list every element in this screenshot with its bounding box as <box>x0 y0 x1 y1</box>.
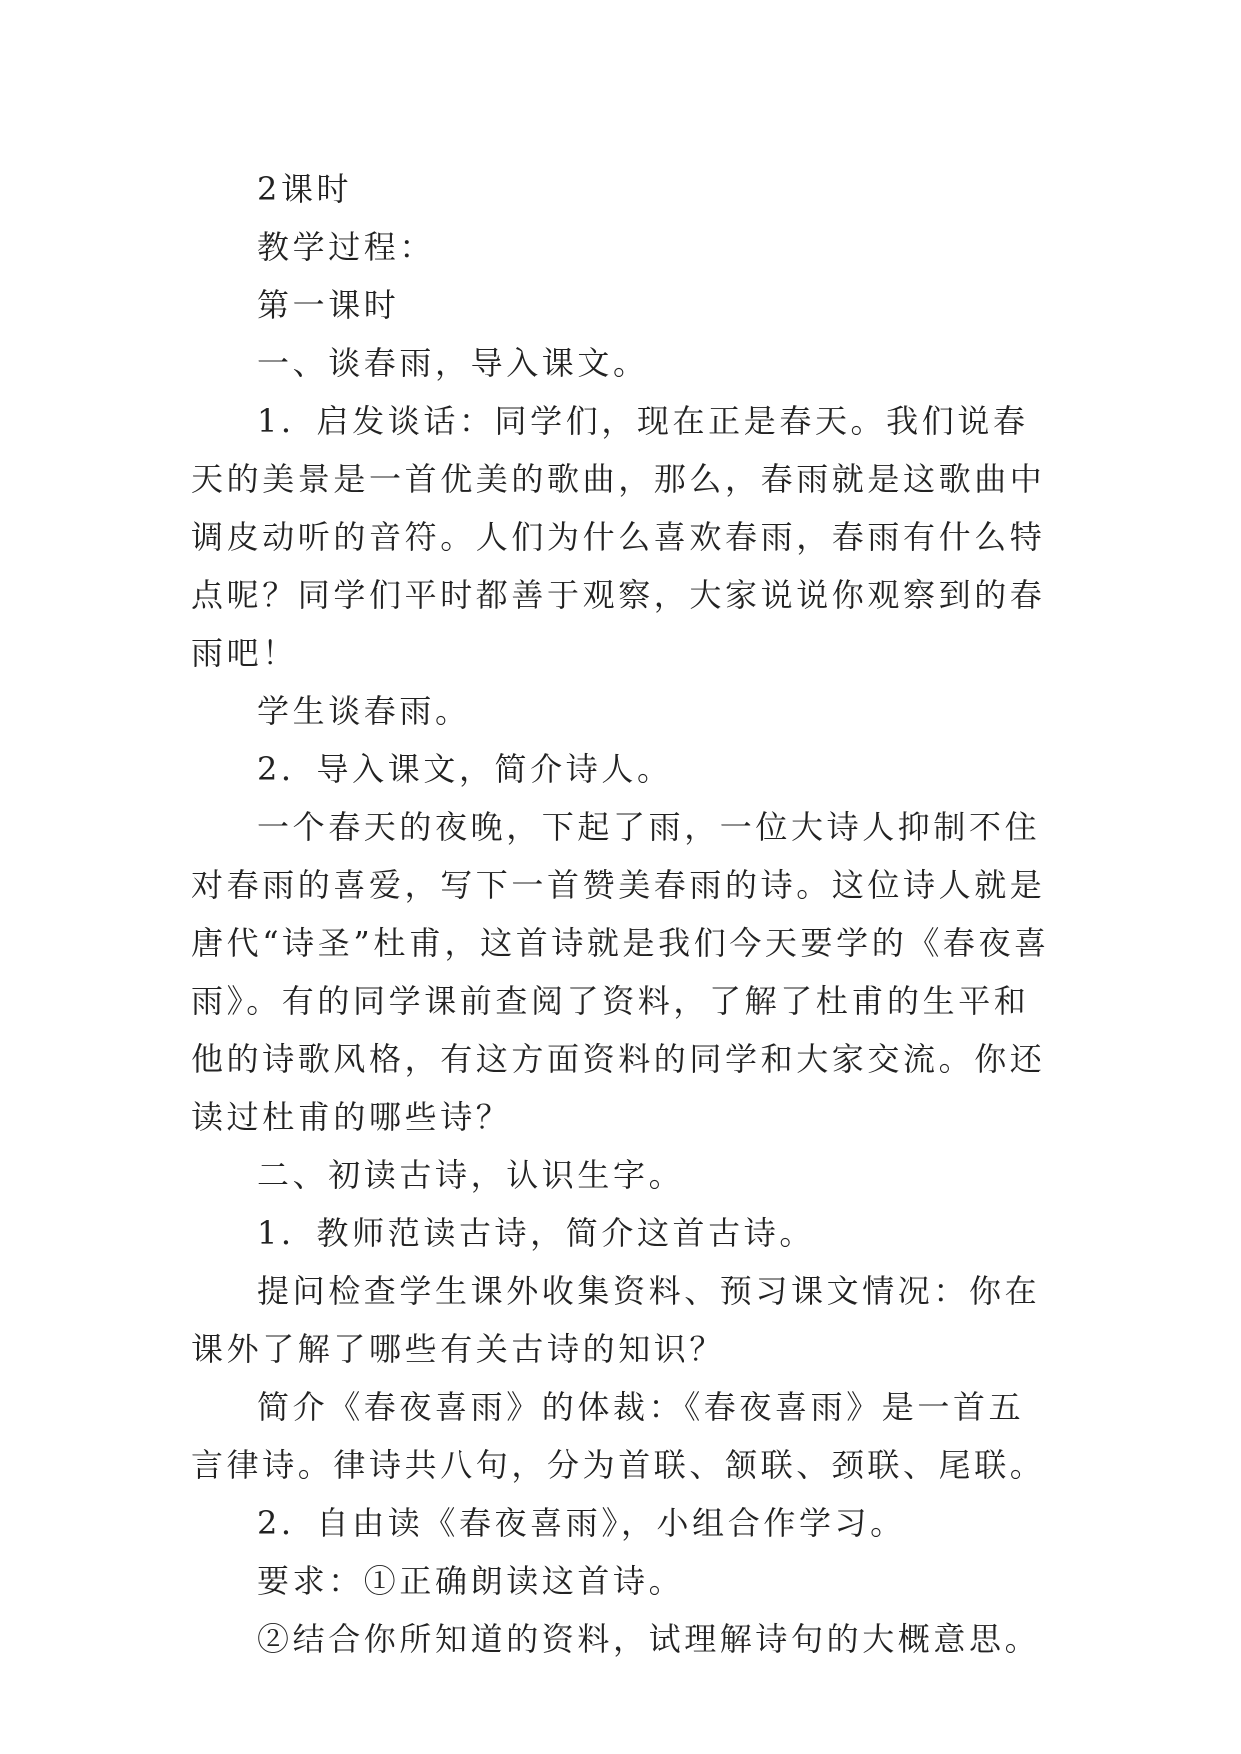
paragraph-free-reading: 2．自由读《春夜喜雨》，小组合作学习。 <box>257 1504 906 1542</box>
paragraph-questions: 提问检查学生课外收集资料、预习课文情况：你在课外了解了哪些有关古诗的知识？ <box>191 1272 1041 1368</box>
section-heading-1: 一、谈春雨，导入课文。 <box>257 344 649 382</box>
paragraph-students-talk: 学生谈春雨。 <box>257 692 471 730</box>
document-body <box>191 160 1051 1668</box>
paragraph-requirement-1: 要求：①正确朗读这首诗。 <box>257 1562 685 1600</box>
paragraph-poet-story: 一个春天的夜晚，下起了雨，一位大诗人抑制不住对春雨的喜爱，写下一首赞美春雨的诗。这位诗人就是唐代“诗圣”杜甫，这首诗就是我们今天要学的《春夜喜雨》。有的同学课前查阅了资料，了解了杜甫的生平和他的诗歌风格，有这方面资料的同学和大家交流。你还读过杜甫的哪些诗？ <box>191 808 1050 1136</box>
paragraph-requirement-2: ②结合你所知道的资料，试理解诗句的大概意思。 <box>257 1620 1041 1658</box>
paragraph-teacher-reading: 1．教师范读古诗，简介这首古诗。 <box>257 1214 815 1252</box>
paragraph-first-lesson: 第一课时 <box>257 286 400 324</box>
paragraph-genre: 简介《春夜喜雨》的体裁：《春夜喜雨》是一首五言律诗。律诗共八句，分为首联、颔联、颈联、尾联。 <box>191 1388 1046 1484</box>
paragraph-teaching-process: 教学过程： <box>257 228 436 266</box>
paragraph-intro-talk: 1．启发谈话：同学们，现在正是春天。我们说春天的美景是一首优美的歌曲，那么，春雨就是这歌曲中调皮动听的音符。人们为什么喜欢春雨，春雨有什么特点呢？同学们平时都善于观察，大家说说你观察到的春雨吧！ <box>191 402 1046 672</box>
paragraph-lesson-count: 2课时 <box>257 170 353 208</box>
section-heading-2: 二、初读古诗，认识生字。 <box>257 1156 685 1194</box>
paragraph-introduce-poet: 2．导入课文，简介诗人。 <box>257 750 673 788</box>
